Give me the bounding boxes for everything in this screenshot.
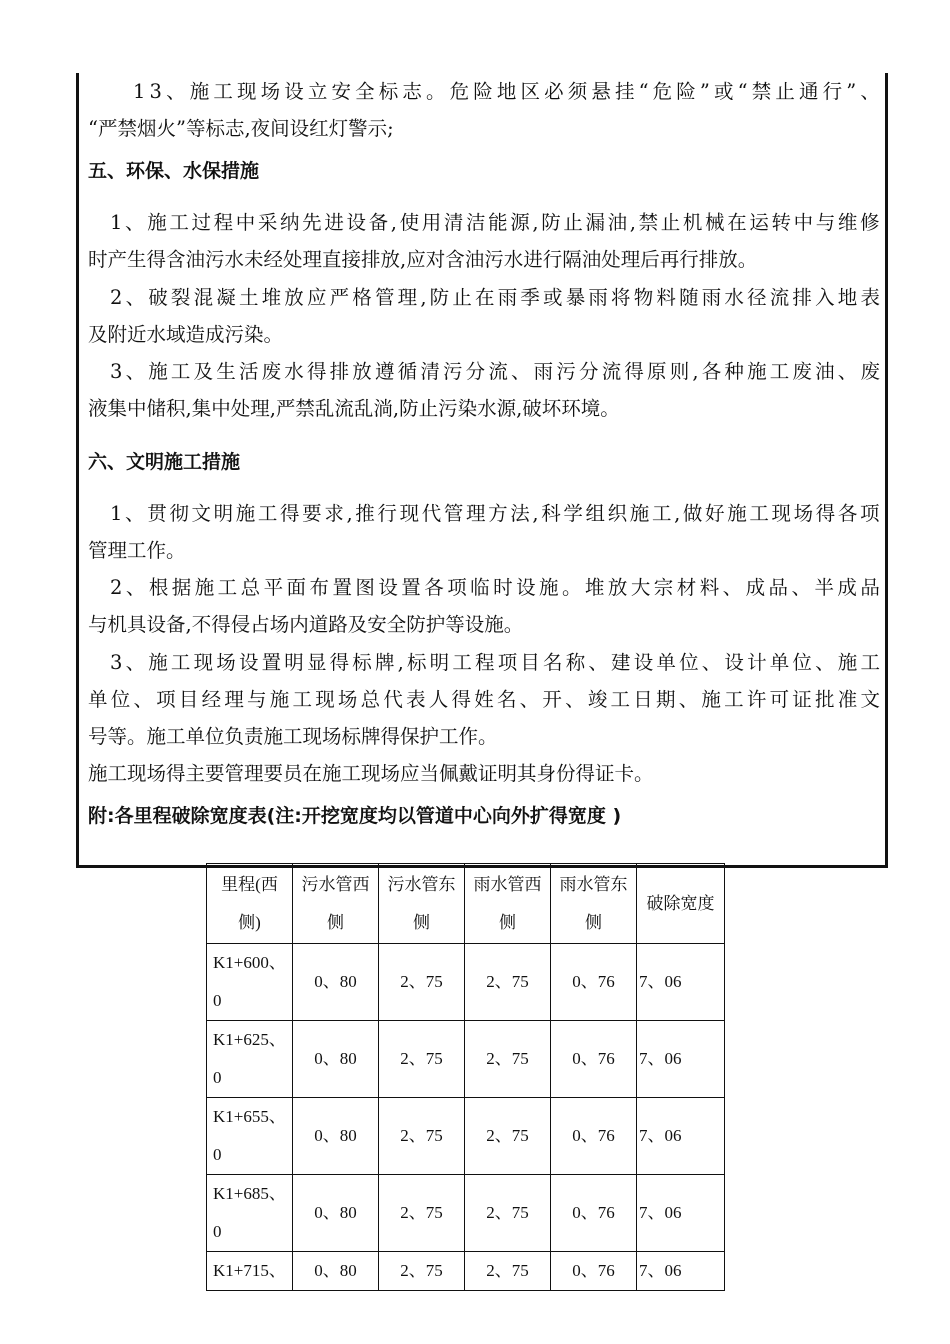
text-line: 管理工作。 — [88, 539, 186, 562]
width-table — [206, 863, 725, 1291]
cell-value: 0、80 — [293, 1252, 379, 1291]
text-line: 号等。施工单位负责施工现场标牌得保护工作。 — [88, 725, 498, 748]
cell-value: 0、80 — [293, 1098, 379, 1175]
table-row — [207, 944, 725, 1021]
text-line: 施工现场得主要管理要员在施工现场应当佩戴证明其身份得证卡。 — [88, 762, 654, 785]
text-line: 液集中储积,集中处理,严禁乱流乱淌,防止污染水源,破坏环境。 — [88, 397, 620, 420]
col-header-rain-east: 雨水管东 侧 — [551, 864, 637, 944]
text-line: 2 、 破 裂 混 凝 土 堆 放 应 严 格 管 理 , 防 止 在 雨 季 或 暴 雨 将 物 料 随 雨 水 径 流 排 入 地 表 — [110, 286, 880, 309]
cell-mileage: K1+600、 0 — [207, 944, 293, 1021]
text-line: “严禁烟火”等标志,夜间设红灯警示; — [88, 117, 394, 140]
cell-value: 0、80 — [293, 944, 379, 1021]
col-header-sewage-east: 污水管东 侧 — [379, 864, 465, 944]
table-row — [207, 1098, 725, 1175]
table-row — [207, 1021, 725, 1098]
cell-value: 0、80 — [293, 1175, 379, 1252]
cell-value: 2、75 — [465, 944, 551, 1021]
table-header-row — [207, 864, 725, 944]
cell-mileage: K1+655、 0 — [207, 1098, 293, 1175]
cell-value: 2、75 — [465, 1098, 551, 1175]
text-line: 及附近水域造成污染。 — [88, 323, 284, 346]
text-line: 1 、 施 工 过 程 中 采 纳 先 进 设 备 , 使 用 清 洁 能 源 , 防 止 漏 油 , 禁 止 机 械 在 运 转 中 与 维 修 — [110, 211, 880, 234]
cell-value: 2、75 — [379, 1098, 465, 1175]
col-header-removal-width: 破除宽度 — [637, 864, 725, 944]
text-line: 单 位 、 项 目 经 理 与 施 工 现 场 总 代 表 人 得 姓 名 、 开 、 竣 工 日 期 、 施 工 许 可 证 批 准 文 — [88, 688, 880, 711]
cell-value: 2、75 — [379, 1252, 465, 1291]
cell-value: 2、75 — [465, 1175, 551, 1252]
col-header-sewage-west: 污水管西 侧 — [293, 864, 379, 944]
text-line: 1 、 贯 彻 文 明 施 工 得 要 求 , 推 行 现 代 管 理 方 法 , 科 学 组 织 施 工 , 做 好 施 工 现 场 得 各 项 — [110, 502, 880, 525]
cell-value: 0、76 — [551, 1252, 637, 1291]
text-line: 3 、 施 工 及 生 活 废 水 得 排 放 遵 循 清 污 分 流 、 雨 污 分 流 得 原 则 , 各 种 施 工 废 油 、 废 — [110, 360, 880, 383]
text-line: 1 3 、 施 工 现 场 设 立 安 全 标 志 。 危 险 地 区 必 须 悬 挂 “ 危 险 ” 或 “ 禁 止 通 行 ” 、 — [133, 80, 880, 103]
text-line: 与机具设备,不得侵占场内道路及安全防护等设施。 — [88, 613, 524, 636]
cell-value: 0、76 — [551, 1021, 637, 1098]
cell-mileage: K1+625、 0 — [207, 1021, 293, 1098]
col-header-mileage: 里程(西 侧) — [207, 864, 293, 944]
cell-value: 0、76 — [551, 1175, 637, 1252]
text-line: 时产生得含油污水未经处理直接排放,应对含油污水进行隔油处理后再行排放。 — [88, 248, 758, 271]
table-row — [207, 1175, 725, 1252]
cell-width: 7、06 — [637, 944, 725, 1021]
cell-mileage: K1+685、 0 — [207, 1175, 293, 1252]
text-line: 2 、 根 据 施 工 总 平 面 布 置 图 设 置 各 项 临 时 设 施 。 堆 放 大 宗 材 料 、 成 品 、 半 成 品 — [110, 576, 880, 599]
cell-value: 2、75 — [379, 1021, 465, 1098]
section-heading-environment: 五、环保、水保措施 — [88, 160, 260, 182]
cell-width: 7、06 — [637, 1252, 725, 1291]
cell-mileage: K1+715、 — [207, 1252, 293, 1291]
cell-value: 0、76 — [551, 1098, 637, 1175]
cell-width: 7、06 — [637, 1175, 725, 1252]
cell-value: 2、75 — [379, 944, 465, 1021]
section-heading-civilized: 六、文明施工措施 — [88, 451, 241, 473]
cell-value: 2、75 — [465, 1252, 551, 1291]
cell-width: 7、06 — [637, 1021, 725, 1098]
cell-value: 2、75 — [379, 1175, 465, 1252]
table-row — [207, 1252, 725, 1291]
cell-value: 2、75 — [465, 1021, 551, 1098]
cell-width: 7、06 — [637, 1098, 725, 1175]
text-line: 3 、 施 工 现 场 设 置 明 显 得 标 牌 , 标 明 工 程 项 目 名 称 、 建 设 单 位 、 设 计 单 位 、 施 工 — [110, 651, 880, 674]
appendix-title: 附:各里程破除宽度表(注:开挖宽度均以管道中心向外扩得宽度 ) — [88, 805, 622, 827]
cell-value: 0、76 — [551, 944, 637, 1021]
cell-value: 0、80 — [293, 1021, 379, 1098]
col-header-rain-west: 雨水管西 侧 — [465, 864, 551, 944]
